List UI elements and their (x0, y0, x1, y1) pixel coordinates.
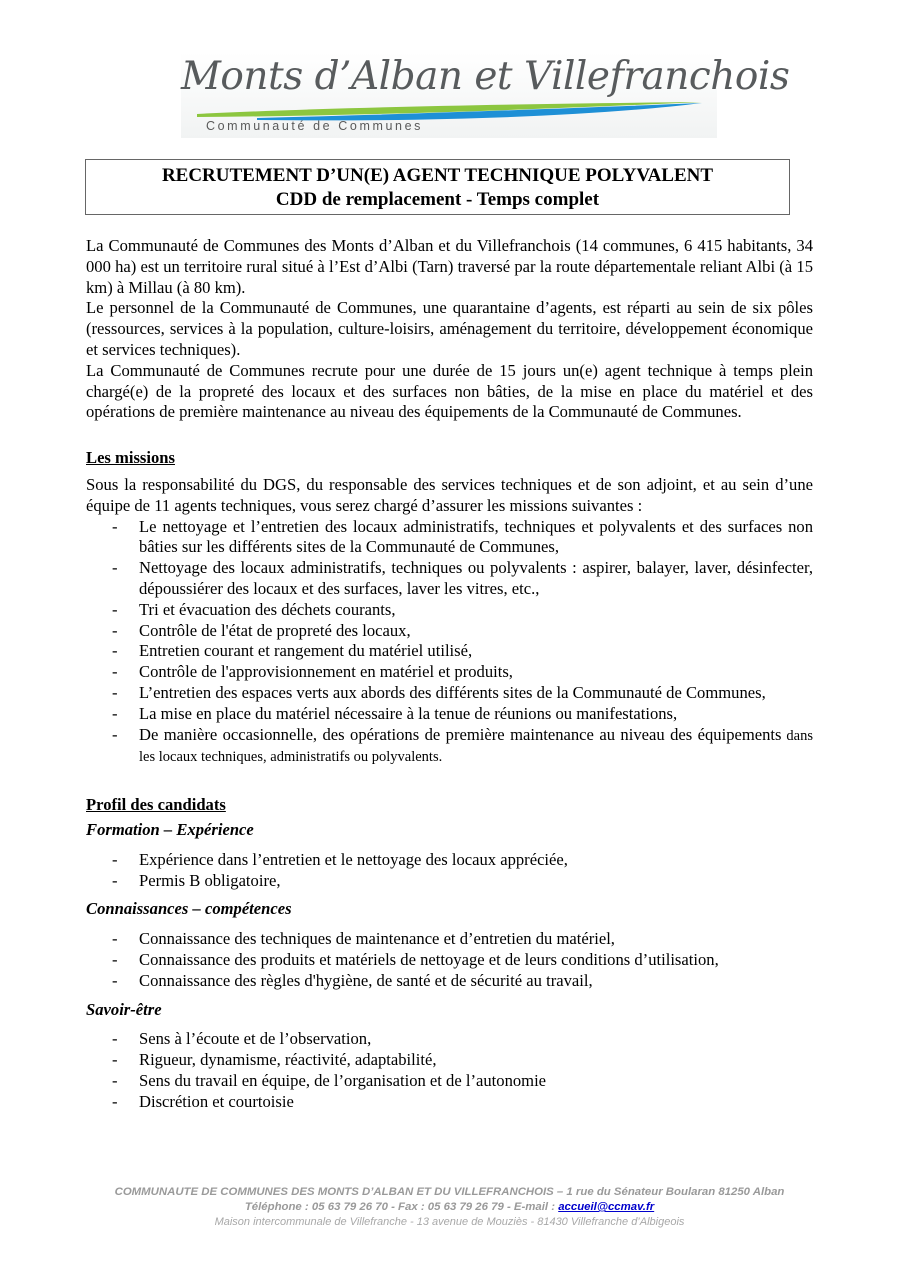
list-item: - Entretien courant et rangement du matériel utilisé, (86, 641, 813, 662)
savoir-heading: Savoir-être (86, 999, 162, 1019)
intro-paragraph-1: La Communauté de Communes des Monts d’Alban et du Villefranchois (14 communes, 6 415 habitants, 34 000 ha) est un territoire rural situé à l’Est d’Albi (Tarn) traversé par la route départementale reliant Albi (à 15 km) à Millau (à 80 km). (86, 236, 813, 297)
connaissances-list (86, 929, 813, 991)
intro-paragraph-2: Le personnel de la Communauté de Communes, une quarantaine d’agents, est réparti au sein de six pôles (ressources, services à la population, culture-loisirs, aménagement du territoire, développement économique et services techniques). (86, 298, 813, 359)
list-item: - Sens à l’écoute et de l’observation, (86, 1029, 813, 1050)
list-item: - Connaissance des techniques de maintenance et d’entretien du matériel, (86, 929, 813, 950)
list-item: - Contrôle de l'approvisionnement en matériel et produits, (86, 662, 813, 683)
list-item: - Le nettoyage et l’entretien des locaux administratifs, techniques et polyvalents et des surfaces non bâties sur les différents sites de la Communauté de Communes, (86, 517, 813, 559)
email-link[interactable]: accueil@ccmav.fr (558, 1201, 655, 1213)
organization-logo (181, 52, 790, 138)
intro-paragraph-3: La Communauté de Communes recrute pour une durée de 15 jours un(e) agent technique à temps plein chargé(e) de la propreté des locaux et des surfaces non bâties, de la mise en place du matériel et des opérations de première maintenance au niveau des équipements de la Communauté de Communes. (86, 360, 813, 422)
logo-title: Monts d’Alban et Villefranchois (181, 54, 790, 99)
list-item: - Nettoyage des locaux administratifs, techniques ou polyvalents : aspirer, balayer, laver, désinfecter, dépoussiérer des locaux et des surfaces, laver les vitres, etc., (86, 558, 813, 600)
list-item: - La mise en place du matériel nécessaire à la tenue de réunions ou manifestations, (86, 704, 813, 725)
list-item (86, 725, 813, 769)
profil-heading: Profil des candidats (86, 795, 226, 815)
list-item-text: De manière occasionnelle, des opérations de première maintenance au niveau des équipements (139, 724, 782, 744)
missions-intro: Sous la responsabilité du DGS, du responsable des services techniques et de son adjoint, et au sein d’une équipe de 11 agents techniques, vous serez chargé d’assurer les missions suivantes : (86, 474, 813, 515)
savoir-list (86, 1029, 813, 1112)
footer-address: COMMUNAUTE DE COMMUNES DES MONTS D’ALBAN ET DU VILLEFRANCHOIS – 1 rue du Sénateur Boularan 81250 Alban (114, 1186, 785, 1198)
footer-contact (0, 1201, 899, 1213)
list-item: - Contrôle de l'état de propreté des locaux, (86, 621, 813, 642)
list-item: - Rigueur, dynamisme, réactivité, adaptabilité, (86, 1050, 813, 1071)
footer-secondary-address: Maison intercommunale de Villefranche - 13 avenue de Mouziès - 81430 Villefranche d’Albigeois (214, 1216, 685, 1228)
formation-heading: Formation – Expérience (86, 819, 254, 839)
list-item: - Connaissance des règles d'hygiène, de santé et de sécurité au travail, (86, 971, 813, 992)
list-item: - Tri et évacuation des déchets courants, (86, 600, 813, 621)
missions-heading: Les missions (86, 448, 175, 468)
list-item: - L’entretien des espaces verts aux abords des différents sites de la Communauté de Communes, (86, 683, 813, 704)
list-item: - Expérience dans l’entretien et le nettoyage des locaux appréciée, (86, 850, 813, 871)
job-title-box (85, 159, 790, 215)
list-item: - Sens du travail en équipe, de l’organisation et de l’autonomie (86, 1071, 813, 1092)
document-body (86, 236, 813, 1112)
formation-list (86, 850, 813, 892)
list-item: - Permis B obligatoire, (86, 871, 813, 892)
logo-subtitle: Communauté de Communes (206, 119, 423, 133)
footer-phone-fax: Téléphone : 05 63 79 26 70 - Fax : 05 63 79 26 79 - E-mail : (244, 1201, 559, 1213)
list-item: - Connaissance des produits et matériels de nettoyage et de leurs conditions d’utilisation, (86, 950, 813, 971)
connaissances-heading: Connaissances – compétences (86, 899, 292, 919)
list-item: - Discrétion et courtoisie (86, 1092, 813, 1113)
job-contract: CDD de remplacement - Temps complet (275, 189, 600, 210)
list-item-text-small: dans les locaux techniques, administratifs ou polyvalents. (139, 727, 813, 766)
job-title: RECRUTEMENT D’UN(E) AGENT TECHNIQUE POLYVALENT (161, 165, 714, 186)
missions-list (86, 517, 813, 769)
